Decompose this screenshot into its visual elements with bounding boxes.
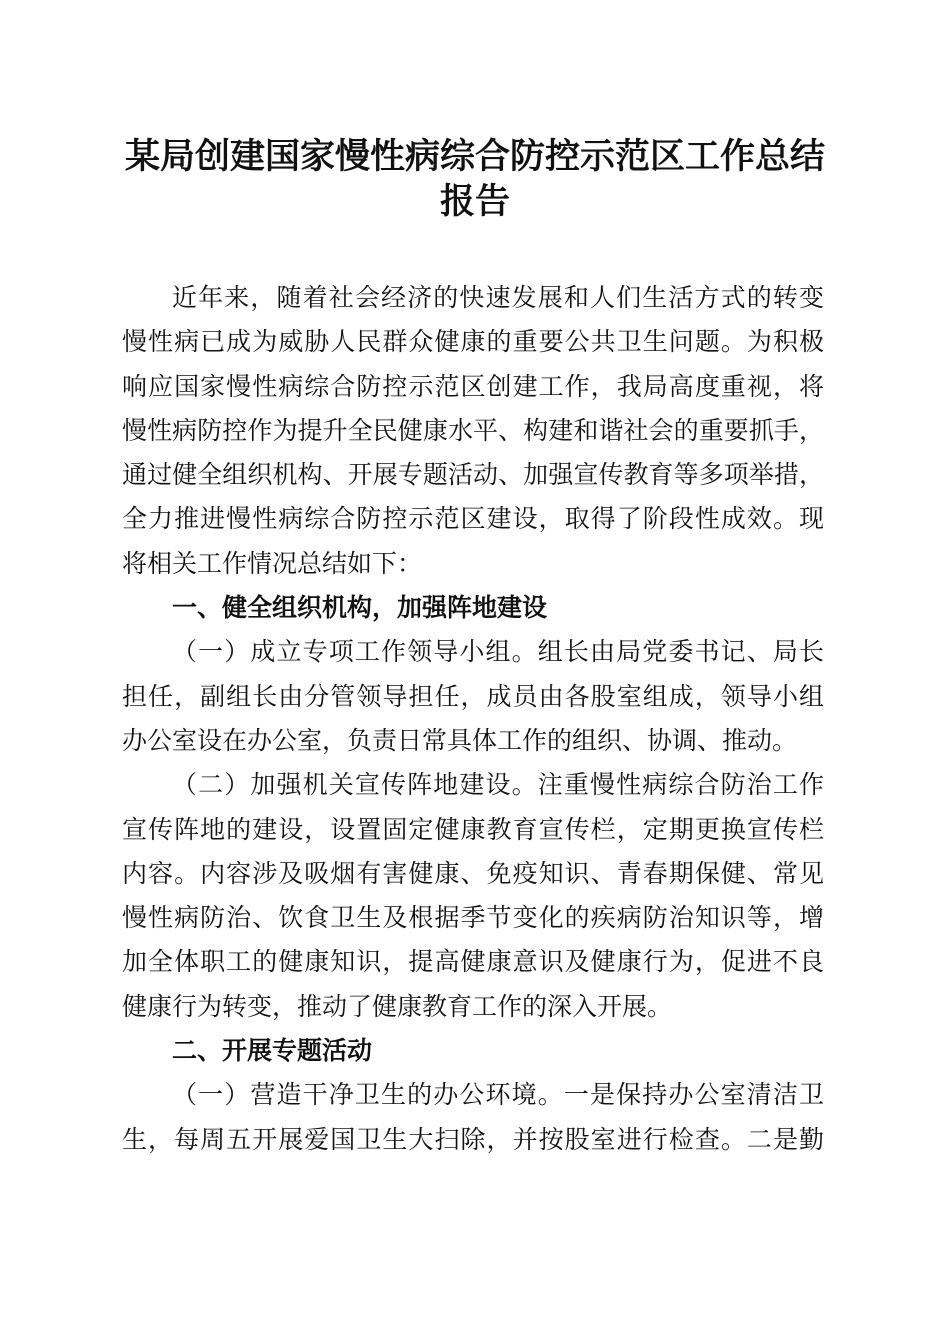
text-line: 办公室设在办公室，负责日常具体工作的组织、协调、推动。 <box>122 725 798 755</box>
text-line: 慢性病防控作为提升全民健康水平、构建和谐社会的重要抓手， <box>122 415 824 445</box>
section-heading <box>122 586 824 630</box>
heading-text: 二、开展专题活动 <box>172 1036 373 1066</box>
document-body <box>122 276 824 1162</box>
text-line: 慢性病防治、饮食卫生及根据季节变化的疾病防治知识等，增 <box>122 903 824 933</box>
document-title <box>0 134 950 224</box>
text-line: 内容。内容涉及吸烟有害健康、免疫知识、青春期保健、常见 <box>122 858 824 888</box>
text-line: 通过健全组织机构、开展专题活动、加强宣传教育等多项举措， <box>122 460 824 490</box>
text-line: （二）加强机关宣传阵地建设。注重慢性病综合防治工作 <box>172 770 824 800</box>
paragraph <box>122 1073 824 1162</box>
paragraph <box>122 763 824 1029</box>
paragraph <box>122 630 824 763</box>
text-line: 将相关工作情况总结如下： <box>122 548 423 578</box>
text-line: （一）成立专项工作领导小组。组长由局党委书记、局长 <box>172 637 824 667</box>
text-line: 宣传阵地的建设，设置固定健康教育宣传栏，定期更换宣传栏 <box>122 814 824 844</box>
text-line: （一）营造干净卫生的办公环境。一是保持办公室清洁卫 <box>172 1080 824 1110</box>
text-line: 生，每周五开展爱国卫生大扫除，并按股室进行检查。二是勤 <box>122 1124 824 1154</box>
heading-text: 一、健全组织机构，加强阵地建设 <box>172 593 548 623</box>
text-line: 全力推进慢性病综合防控示范区建设，取得了阶段性成效。现 <box>122 504 824 534</box>
text-line: 慢性病已成为威胁人民群众健康的重要公共卫生问题。为积极 <box>122 327 824 357</box>
section-heading <box>122 1029 824 1073</box>
text-line: 担任，副组长由分管领导担任，成员由各股室组成，领导小组 <box>122 681 824 711</box>
title-line: 报告 <box>439 181 510 222</box>
text-line: 加全体职工的健康知识，提高健康意识及健康行为，促进不良 <box>122 947 824 977</box>
title-line: 某局创建国家慢性病综合防控示范区工作总结 <box>124 136 825 177</box>
text-line: 响应国家慢性病综合防控示范区创建工作，我局高度重视，将 <box>122 371 824 401</box>
text-line: 近年来，随着社会经济的快速发展和人们生活方式的转变 <box>172 283 824 312</box>
paragraph <box>122 276 824 586</box>
text-line: 健康行为转变，推动了健康教育工作的深入开展。 <box>122 991 673 1021</box>
